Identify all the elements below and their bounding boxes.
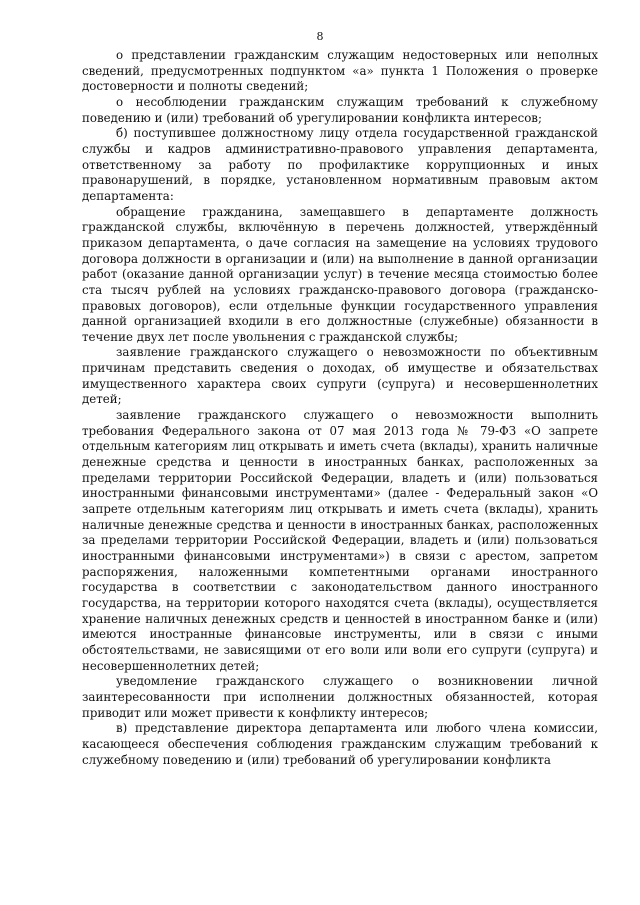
paragraph-false-information: о представлении гражданским служащим недостоверных или неполных сведений, предусмотренных подпунктом «а» пункта 1 Положения о проверке достоверности и полноты сведений; xyxy=(82,48,598,94)
paragraph-income-statement: заявление гражданского служащего о невозможности по объективным причинам представить сведения о доходах, об имуществе и обязательствах имущественного характера своих супруги (супруга) и несовершеннолетних детей; xyxy=(82,345,598,407)
paragraph-conflict-notice: уведомление гражданского служащего о возникновении личной заинтересованности при исполнении должностных обязанностей, которая приводит или может привести к конфликту интересов; xyxy=(82,674,598,720)
paragraph-foreign-accounts: заявление гражданского служащего о невозможности выполнить требования Федерального закона от 07 мая 2013 года № 79-ФЗ «О запрете отдельным категориям лиц открывать и иметь счета (вклады), хранить наличные денежные средства и ценности в иностранных банках, расположенных за пределами территории Российской Федерации, владеть и (или) пользоваться иностранными финансовыми инструментами» (далее - Федеральный закон «О запрете отдельным категориям лиц открывать и иметь счета (вклады), хранить наличные денежные средства и ценности в иностранных банках, расположенных за пределами территории Российской Федерации, владеть и (или) пользоваться иностранными финансовыми инструментами») в связи с арестом, запретом распоряжения, наложенными компетентными органами иностранного государства в соответствии с законодательством данного иностранного государства, на территории которого находятся счета (вклады), осуществляется хранение наличных денежных средств и ценностей в иностранном банке и (или) имеются иностранные финансовые инструменты, или в связи с иными обстоятельствами, не зависящими от его воли или воли его супруги (супруга) и несовершеннолетних детей; xyxy=(82,408,598,673)
paragraph-citizen-appeal: обращение гражданина, замещавшего в департаменте должность гражданской службы, включённую в перечень должностей, утверждённый приказом департамента, о даче согласия на замещение на условиях трудового договора должности в организации и (или) на выполнение в данной организации работ (оказание данной организации услуг) в течение месяца стоимостью более ста тысяч рублей на условиях гражданско-правового договора (гражданско-правовых договоров), если отдельные функции государственного управления данной организацией входили в его должностные (служебные) обязанности в течение двух лет после увольнения с гражданской службы; xyxy=(82,204,598,344)
paragraph-item-v: в) представление директора департамента или любого члена комиссии, касающееся обеспечения соблюдения гражданским служащим требований к служебному поведению и (или) требований об урегулировании конфликта xyxy=(82,721,598,767)
document-body xyxy=(82,48,598,768)
paragraph-non-compliance: о несоблюдении гражданским служащим требований к служебному поведению и (или) требований об урегулировании конфликта интересов; xyxy=(82,94,598,125)
paragraph-item-b: б) поступившее должностному лицу отдела государственной гражданской службы и кадров административно-правового управления департамента, ответственному за работу по профилактике коррупционных и иных правонарушений, в порядке, установленном нормативным правовым актом департамента: xyxy=(82,126,598,203)
page-number: 8 xyxy=(316,30,324,43)
